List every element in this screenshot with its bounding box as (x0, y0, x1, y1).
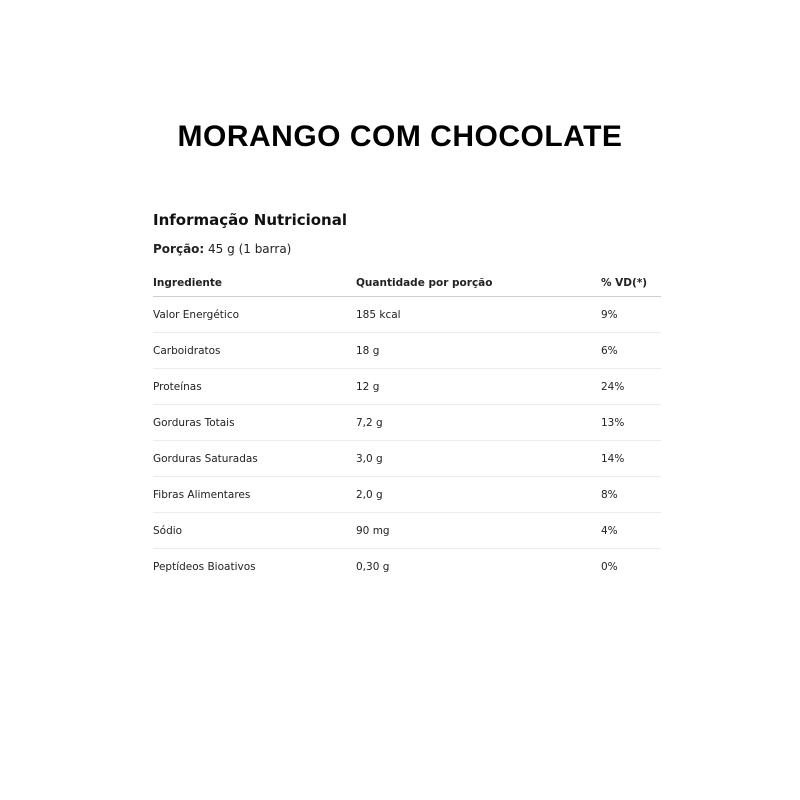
dv-cell: 24% (601, 369, 661, 405)
nutrition-panel (153, 208, 661, 584)
amount-cell: 90 mg (356, 513, 601, 549)
column-header-dv: % VD(*) (601, 270, 661, 297)
table-row (153, 477, 661, 513)
ingredient-cell: Proteínas (153, 369, 356, 405)
serving-label: Porção: (153, 242, 205, 256)
ingredient-cell: Carboidratos (153, 333, 356, 369)
dv-cell: 13% (601, 405, 661, 441)
ingredient-cell: Fibras Alimentares (153, 477, 356, 513)
amount-cell: 3,0 g (356, 441, 601, 477)
ingredient-cell: Gorduras Saturadas (153, 441, 356, 477)
table-row (153, 297, 661, 333)
ingredient-cell: Gorduras Totais (153, 405, 356, 441)
ingredient-cell: Valor Energético (153, 297, 356, 333)
nutrition-heading: Informação Nutricional (153, 211, 348, 229)
column-header-ingredient: Ingrediente (153, 270, 356, 297)
dv-cell: 0% (601, 560, 618, 573)
table-row (153, 405, 661, 441)
table-row (153, 441, 661, 477)
amount-cell: 12 g (356, 369, 601, 405)
serving-value: 45 g (1 barra) (208, 242, 292, 256)
dv-cell: 9% (601, 297, 661, 333)
nutrition-table (153, 270, 661, 584)
dv-cell: 6% (601, 333, 661, 369)
amount-cell: 0,30 g (356, 560, 390, 573)
ingredient-cell: Peptídeos Bioativos (153, 560, 256, 573)
dv-cell: 4% (601, 513, 661, 549)
table-header-row (153, 270, 661, 297)
table-row (153, 549, 661, 585)
amount-cell: 18 g (356, 333, 601, 369)
serving-info (153, 241, 661, 257)
column-header-amount: Quantidade por porção (356, 270, 601, 297)
amount-cell: 185 kcal (356, 297, 601, 333)
table-row (153, 513, 661, 549)
table-row (153, 369, 661, 405)
dv-cell: 14% (601, 441, 661, 477)
product-title: MORANGO COM CHOCOLATE (177, 120, 623, 154)
table-row (153, 333, 661, 369)
dv-cell: 8% (601, 477, 661, 513)
ingredient-cell: Sódio (153, 513, 356, 549)
amount-cell: 7,2 g (356, 405, 601, 441)
amount-cell: 2,0 g (356, 477, 601, 513)
